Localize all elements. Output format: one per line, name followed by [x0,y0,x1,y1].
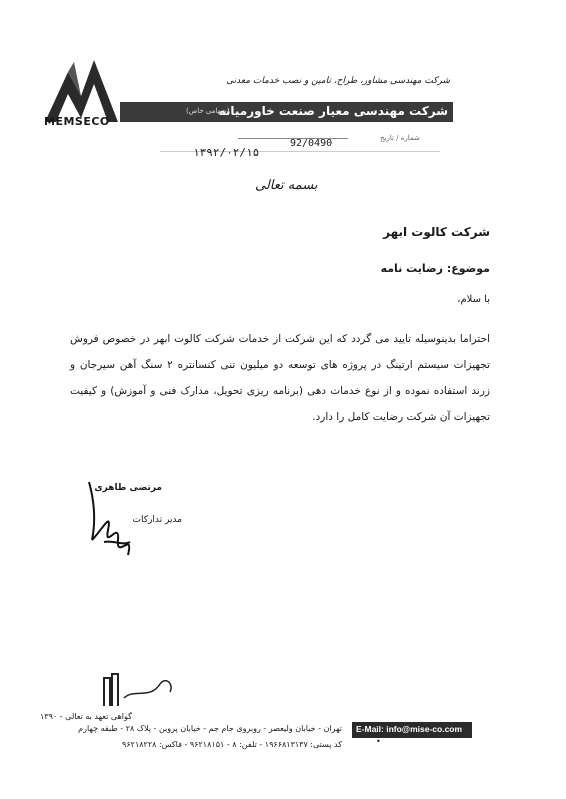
meta-labels: شماره / تاریخ [380,134,420,142]
handwritten-signature [84,480,144,570]
footer-email: E-Mail: info@mise-co.com [356,724,463,734]
company-name: شرکت مهندسی معیار صنعت خاورمیانه [218,104,448,118]
letter-number: 92/0490 [290,138,333,149]
footer-bullet: • [376,737,381,746]
footer-contact: کد پستی: ۱۹۶۶۸۱۳۱۳۷ - تلفن: ۸ - ۹۶۲۱۸۱۵۱ - فاکس: ۹۶۲۱۸۲۲۸ [122,740,342,749]
recipient: شرکت کالوت ابهر [383,225,490,239]
letter-date: ۱۳۹۲/۰۲/۱۵ [193,146,260,159]
header-tagline: شرکت مهندسی مشاور، طراح، تامین و نصب خدمات معدنی [226,76,450,86]
footer-address: تهران - خیابان ولیعصر - روبروی جام جم - خیابان پروین - پلاک ۲۸ - طبقه چهارم [78,724,342,733]
salutation: با سلام، [457,294,490,305]
signer-title: مدیر تدارکات [132,515,182,525]
signer-name: مرتضی طاهری [94,483,162,493]
company-type: (سهامی خاص) [186,107,230,115]
certificate-text: گواهی تعهد به تعالی - ۱۳۹۰ [40,712,132,721]
subject-line: موضوع: رضایت نامه [380,262,490,275]
invocation: بسمه تعالی [255,178,318,193]
logo-wordmark: MEMSECO [44,115,110,128]
letter-body: احتراما بدینوسیله تایید می گردد که این شرکت از خدمات شرکت کالوت ابهر در خصوص فروش تجهیزات سیستم ارتینگ در پروژه های توسعه دو میلیون تنی کنسانتره ۲ سنگ آهن سیرجان و زرند استفاده نموده و از نوع خدمات دهی (برنامه ریزی تحویل، مدارک فنی و آموزش) و کیفیت تجهیزات آن شرکت رضایت کامل را دارد. [70,333,490,423]
certificate-seal-icon [100,670,180,710]
